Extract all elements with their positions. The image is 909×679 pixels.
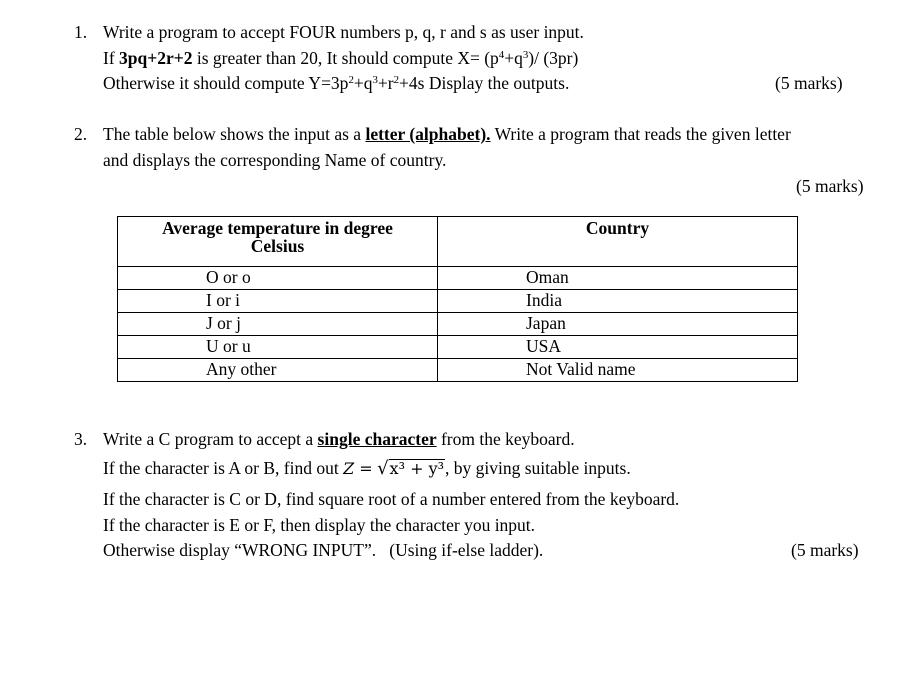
square-root-formula: [377, 459, 445, 478]
question-1-line-3: Otherwise it should compute $Y=3p^2+q^3+r^2+4s$ Display the outputs.: [103, 73, 570, 93]
table-cell-country: Oman: [438, 267, 798, 290]
table-cell-country: USA: [438, 336, 798, 359]
marks-label: (5 marks): [791, 540, 859, 560]
question-1-line-1: Write a program to accept FOUR numbers p, q, r and s as user input.: [103, 22, 584, 42]
question-3-line-2: If the character is A or B, find out Z = √x³ + y³, by giving suitable inputs.: [103, 458, 631, 479]
question-2-line-1: The table below shows the input as a letter (alphabet). Write a program that reads the given letter: [103, 124, 791, 144]
question-3-line-4: If the character is E or F, then display the character you input.: [103, 515, 536, 535]
emphasis-letter: letter (alphabet).: [365, 124, 491, 144]
radical-sign-icon: √: [377, 458, 389, 479]
header-temperature: Average temperature in degree Celsius: [118, 217, 438, 267]
table-cell-letter: U or u: [118, 336, 438, 359]
question-3-line-5: Otherwise display “WRONG INPUT”. (Using if-else ladder).: [103, 540, 544, 560]
table-header-row: [118, 217, 798, 267]
table-cell-letter: J or j: [118, 313, 438, 336]
emphasis-single-character: single character: [317, 429, 437, 449]
table-row: [118, 290, 798, 313]
question-3-line-1: Write a C program to accept a single character from the keyboard.: [103, 429, 575, 449]
table-row: [118, 313, 798, 336]
question-2-line-2: and displays the corresponding Name of country.: [103, 150, 447, 170]
question-number: 3.: [74, 429, 88, 449]
table-row: [118, 267, 798, 290]
table-row: [118, 336, 798, 359]
condition-expression: 3pq+2r+2: [119, 48, 193, 68]
question-number: 2.: [74, 124, 88, 144]
formula-radicand: x³ + y³: [389, 459, 445, 478]
header-country: Country: [438, 217, 798, 267]
question-number: 1.: [74, 22, 88, 42]
marks-label: (5 marks): [775, 73, 843, 93]
table-cell-country: Not Valid name: [438, 359, 798, 382]
letter-country-table: [117, 216, 798, 382]
table-cell-letter: Any other: [118, 359, 438, 382]
question-3-line-3: If the character is C or D, find square root of a number entered from the keyboard.: [103, 489, 680, 509]
table-row: [118, 359, 798, 382]
question-1-line-2: If 3pq+2r+2 is greater than 20, It should compute $X= (p^4+q^3)/$ (3pr): [103, 48, 579, 68]
table-cell-country: India: [438, 290, 798, 313]
table-cell-letter: I or i: [118, 290, 438, 313]
table-cell-country: Japan: [438, 313, 798, 336]
marks-label: (5 marks): [796, 176, 864, 196]
formula-lhs: Z =: [343, 459, 373, 478]
table-cell-letter: O or o: [118, 267, 438, 290]
